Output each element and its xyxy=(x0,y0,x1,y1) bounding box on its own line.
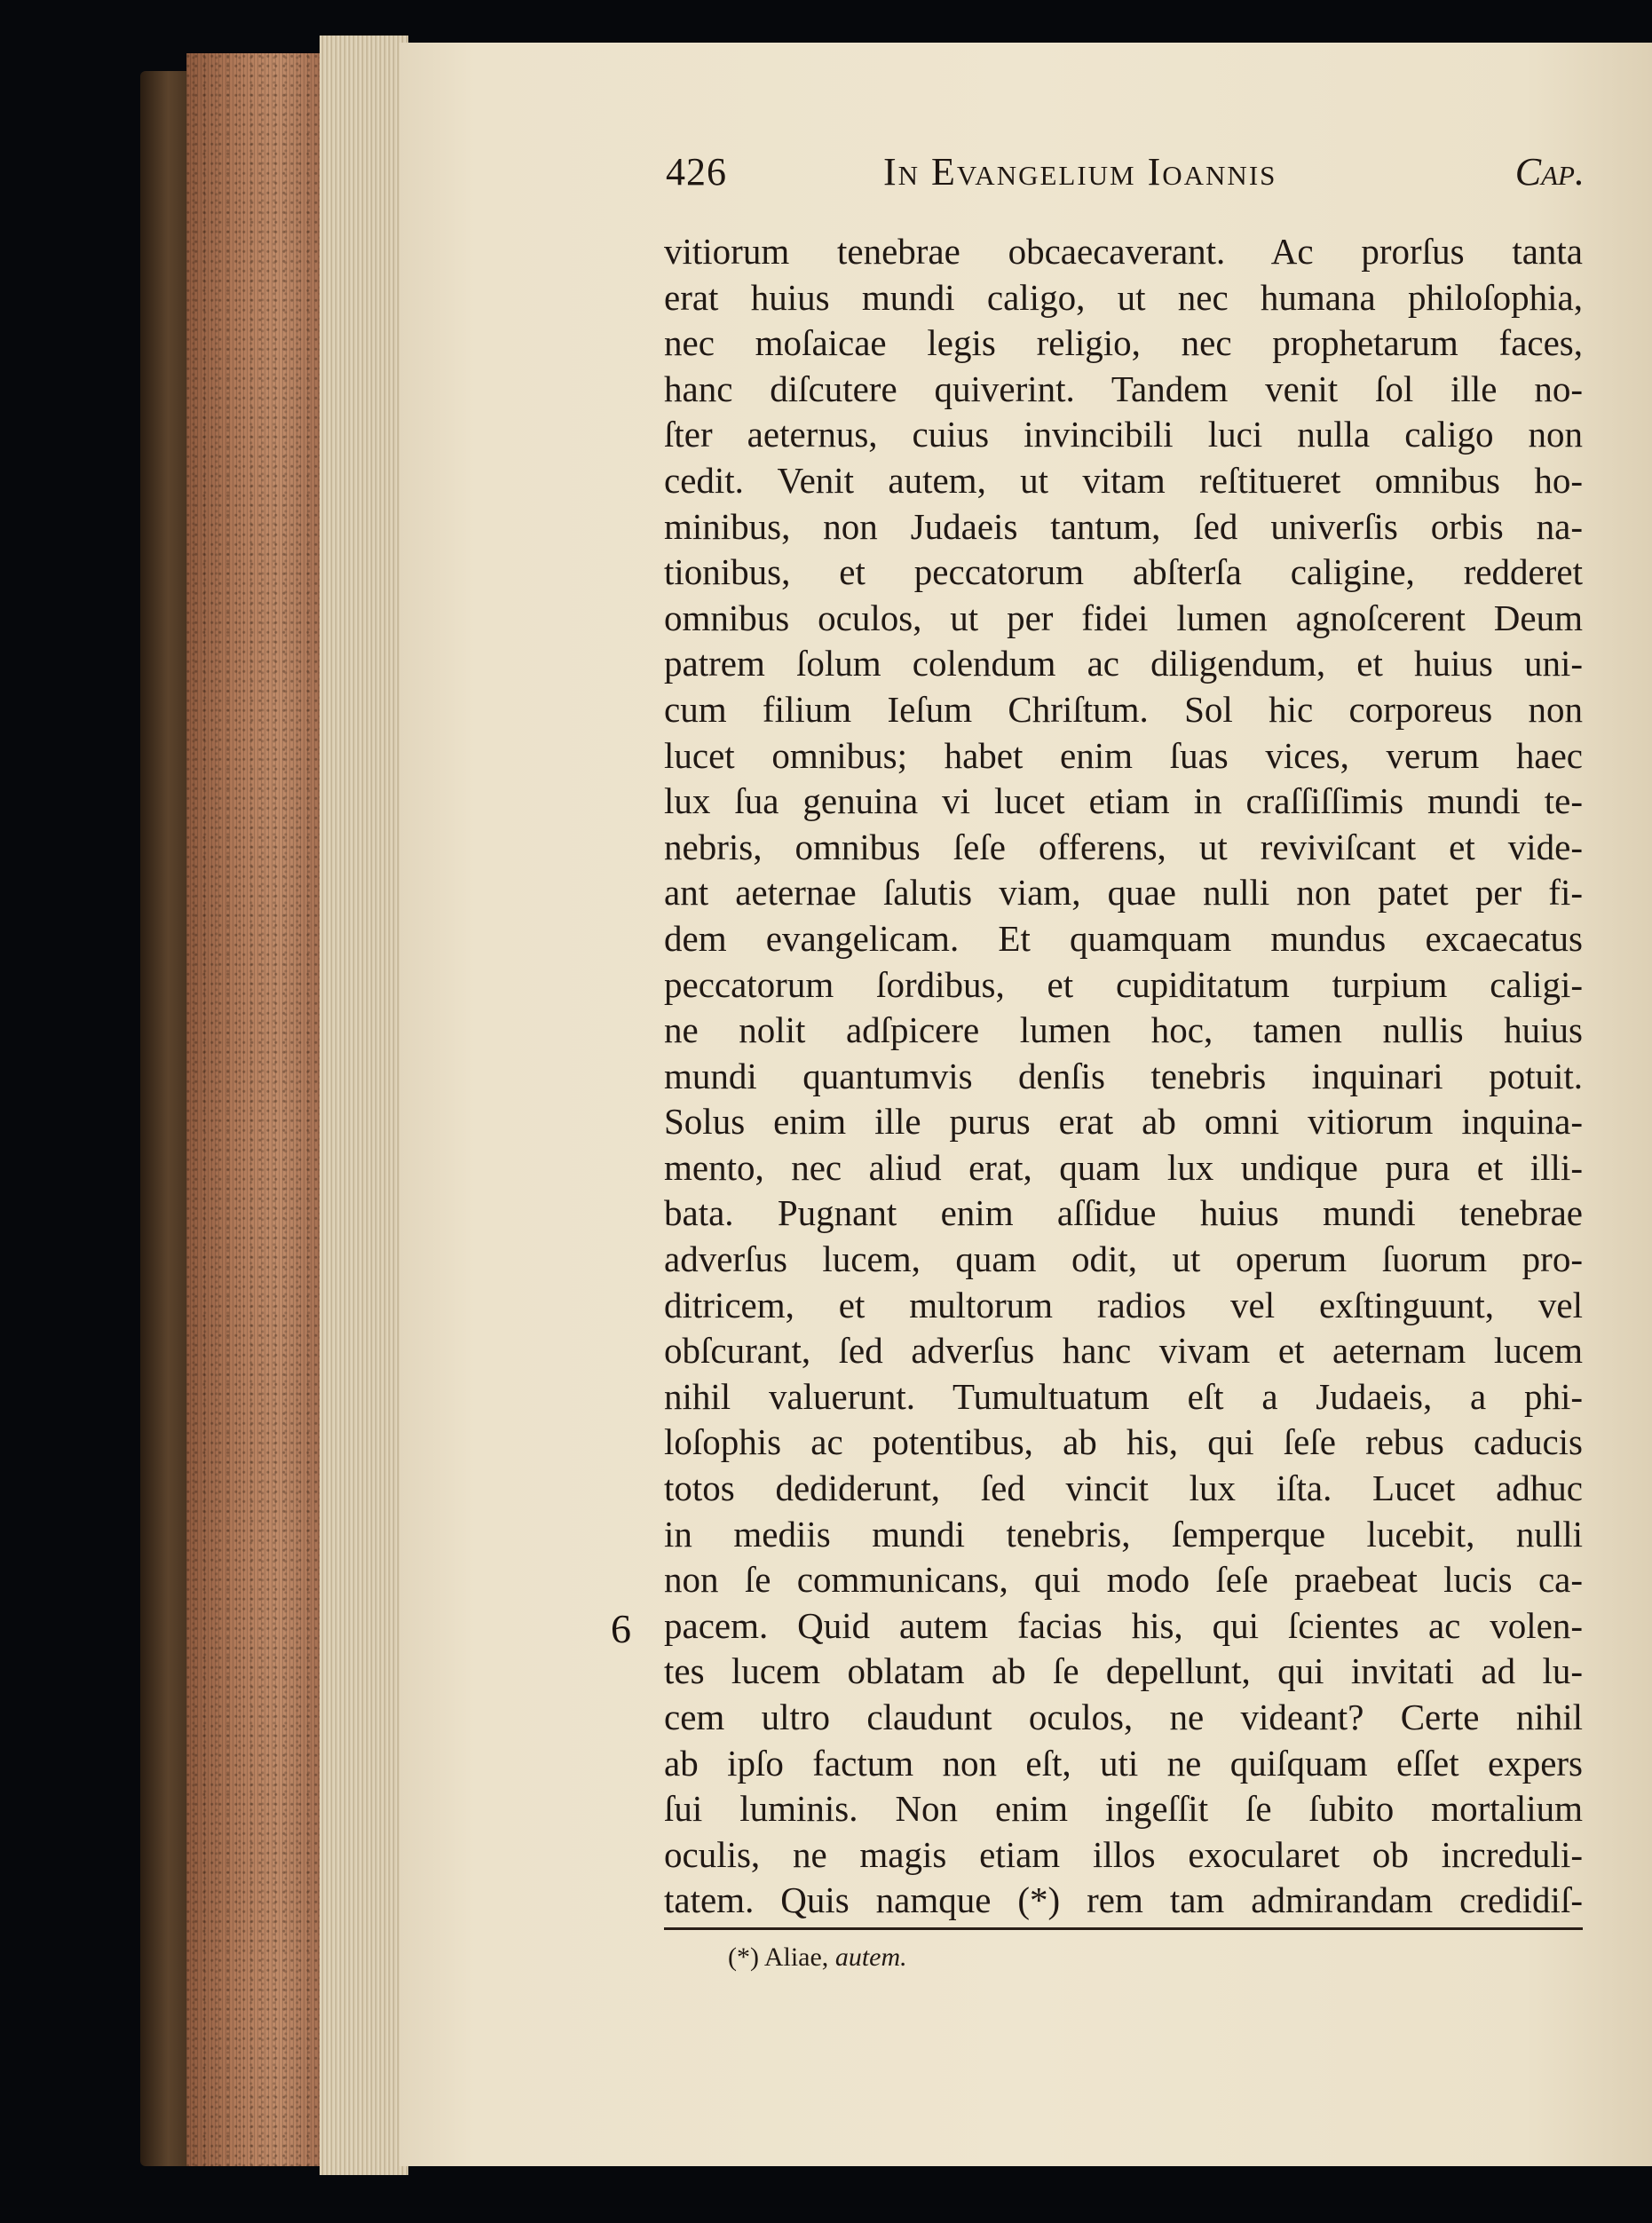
footnote-rule xyxy=(664,1927,1583,1930)
text-line: erat huius mundi caligo, ut nec humana philoſophia, xyxy=(664,276,1583,318)
footnote-mark: (*) xyxy=(728,1942,759,1972)
text-line: nec moſaicae legis religio, nec prophetarum faces, xyxy=(664,322,1583,364)
text-line: non ſe communicans, qui modo ſeſe praebeat lucis ca- xyxy=(664,1559,1583,1601)
text-line: tes lucem oblatam ab ſe depellunt, qui invitati ad lu- xyxy=(664,1650,1583,1692)
text-line: nihil valuerunt. Tumultuatum eſt a Judaeis, a phi- xyxy=(664,1375,1583,1417)
footnote-text: Aliae, xyxy=(763,1942,829,1972)
text-line: Solus enim ille purus erat ab omni vitiorum inquina- xyxy=(664,1101,1583,1143)
text-line: cem ultro claudunt oculos, ne videant? Certe nihil xyxy=(664,1697,1583,1737)
text-line: ſter aeternus, cuius invincibili luci nulla caligo non xyxy=(664,414,1583,455)
text-line: ſui luminis. Non enim ingeſſit ſe ſubito mortalium xyxy=(664,1788,1583,1830)
text-line: cedit. Venit autem, ut vitam reſtitueret omnibus ho- xyxy=(664,459,1583,501)
running-head xyxy=(666,149,1585,202)
text-line: obſcurant, ſed adverſus hanc vivam et aeternam lucem xyxy=(664,1330,1583,1372)
text-line: adverſus lucem, quam odit, ut operum ſuorum pro- xyxy=(664,1238,1583,1280)
text-line: dem evangelicam. Et quamquam mundus excaecatus xyxy=(664,917,1583,959)
text-line: ab ipſo factum non eſt, uti ne quiſquam eſſet expers xyxy=(664,1742,1583,1784)
leaf-stack xyxy=(320,36,408,2175)
text-line: ne nolit adſpicere lumen hoc, tamen nullis huius xyxy=(664,1009,1583,1051)
text-line: in mediis mundi tenebris, ſemperque lucebit, nulli xyxy=(664,1513,1583,1555)
text-line: hanc diſcutere quiverint. Tandem venit ſol ille no- xyxy=(664,368,1583,409)
text-line: mundi quantumvis denſis tenebris inquinari potuit. xyxy=(664,1055,1583,1096)
body-text xyxy=(664,229,1583,1924)
footnote-italic-text: autem. xyxy=(834,1942,907,1972)
text-line: mento, nec aliud erat, quam lux undique pura et illi- xyxy=(664,1146,1583,1188)
verse-marker: 6 xyxy=(611,1606,631,1651)
footnote xyxy=(728,1942,907,1973)
text-line: loſophis ac potentibus, ab his, qui ſeſe rebus caducis xyxy=(664,1421,1583,1463)
text-line: omnibus oculos, ut per fidei lumen agnoſcerent Deum xyxy=(664,597,1583,638)
text-line: lucet omnibus; habet enim ſuas vices, verum haec xyxy=(664,734,1583,776)
text-line: minibus, non Judaeis tantum, ſed univerſis orbis na- xyxy=(664,505,1583,547)
text-line: nebris, omnibus ſeſe offerens, ut reviviſcant et vide- xyxy=(664,826,1583,867)
page-number: 426 xyxy=(666,150,727,194)
text-line: patrem ſolum colendum ac diligendum, et huius uni- xyxy=(664,643,1583,684)
text-line: tionibus, et peccatorum abſterſa caligine, redderet xyxy=(664,551,1583,593)
text-line: oculis, ne magis etiam illos exocularet ob increduli- xyxy=(664,1833,1583,1875)
text-line: cum filium Ieſum Chriſtum. Sol hic corporeus non xyxy=(664,688,1583,730)
text-line: peccatorum ſordibus, et cupiditatum turpium caligi- xyxy=(664,963,1583,1005)
chapter-abbreviation: Cap. xyxy=(1514,150,1585,194)
text-line: ant aeternae ſalutis viam, quae nulli non patet per fi- xyxy=(664,872,1583,914)
running-title: In Evangelium Ioannis xyxy=(883,150,1277,194)
text-line: vitiorum tenebrae obcaecaverant. Ac prorſus tanta xyxy=(664,231,1583,272)
text-line: ditricem, et multorum radios vel exſtinguunt, vel xyxy=(664,1284,1583,1325)
text-line: bata. Pugnant enim aſſidue huius mundi tenebrae xyxy=(664,1192,1583,1234)
text-line: pacem. Quid autem facias his, qui ſcientes ac volen- xyxy=(664,1604,1583,1646)
speckled-page-edges xyxy=(186,53,320,2166)
text-line: tatem. Quis namque (*) rem tam admirandam credidiſ- xyxy=(664,1879,1583,1921)
text-line: totos dediderunt, ſed vincit lux iſta. Lucet adhuc xyxy=(664,1467,1583,1509)
text-line: lux ſua genuina vi lucet etiam in craſſiſſimis mundi te- xyxy=(664,780,1583,822)
